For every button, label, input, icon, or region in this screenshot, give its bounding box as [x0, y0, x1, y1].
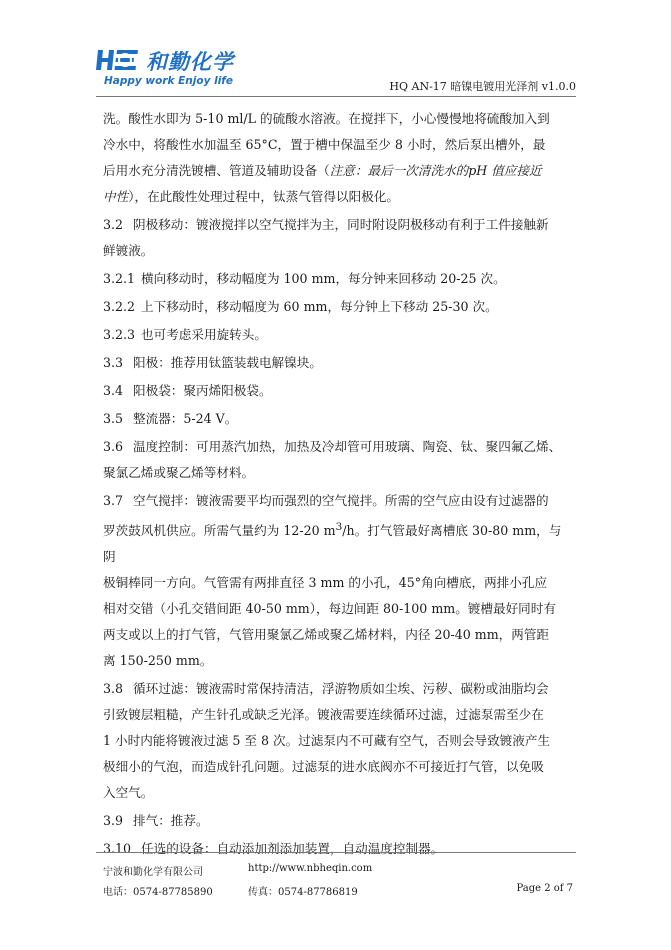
section-text: 空气搅拌：镀液需要平均而强烈的空气搅拌。所需的空气应由设有过滤器的	[133, 493, 549, 508]
section-3-9	[103, 808, 573, 834]
section-number: 3.2.1	[103, 271, 136, 286]
section-text: 也可考虑采用旋转头。	[141, 327, 267, 342]
paragraph-text: /h。打气管最好离槽底 30-80 mm，与阴	[103, 523, 562, 565]
section-text: 阴极移动：镀液搅拌以空气搅拌为主，同时附设阴极移动有利于工件接触新	[133, 217, 549, 232]
section-3-7	[103, 488, 573, 514]
body-content	[103, 106, 573, 862]
paragraph-text: 罗茨鼓风机供应。所需气量约为 12-20 m	[103, 523, 336, 539]
section-3-10	[103, 836, 573, 862]
paragraph-line: 离 150-250 mm。	[103, 653, 213, 669]
footer-divider	[96, 852, 576, 853]
section-number: 3.2	[103, 217, 124, 232]
section-3-5	[103, 406, 573, 432]
paragraph-line: 冷水中，将酸性水加温至 65°C，置于槽中保温至少 8 小时，然后泵出槽外，最	[103, 137, 546, 152]
company-name: 宁波和勤化学有限公司	[103, 867, 203, 878]
section-3-3	[103, 350, 573, 376]
page-number: Page 2 of 7	[516, 883, 573, 894]
section-number: 3.10	[103, 841, 132, 857]
section-3-2-3	[103, 322, 573, 348]
section-text: 整流器：5-24 V。	[133, 411, 238, 426]
section-text: 温度控制：可用蒸汽加热，加热及冷却管可用玻璃、陶瓷、钛、聚四氟乙烯、	[133, 439, 562, 454]
fax-number: 传真：0574-87786819	[248, 887, 358, 898]
page-footer	[103, 863, 573, 903]
section-number: 3.6	[103, 439, 124, 454]
section-number: 3.5	[103, 411, 124, 426]
paragraph-line: 极铜棒同一方向。气管需有两排直径 3 mm 的小孔，45°角向槽底，两排小孔应	[103, 575, 548, 591]
logo-slogan: Happy work Enjoy life	[104, 75, 233, 87]
section-3-6	[103, 434, 573, 460]
paragraph-text: 后用水充分清洗镀槽、管道及辅助设备（	[103, 163, 330, 178]
paragraph-line: 1 小时内能将镀液过滤 5 至 8 次。过滤泵内不可藏有空气，否则会导致镀液产生	[103, 733, 551, 749]
document-title: HQ AN-17 暗镍电镀用光泽剂 v1.0.0	[389, 80, 576, 93]
section-number: 3.3	[103, 355, 124, 370]
section-number: 3.9	[103, 813, 124, 829]
section-text: 阳极：推荐用钛篮装载电解镍块。	[133, 355, 322, 370]
note-text: 中性	[103, 189, 129, 204]
header-divider	[96, 96, 576, 97]
section-3-8	[103, 676, 573, 702]
section-3-2	[103, 212, 573, 238]
paragraph-line	[103, 514, 573, 570]
paragraph-line: 两支或以上的打气管，气管用聚氯乙烯或聚乙烯材料，内径 20-40 mm，两管距	[103, 627, 550, 643]
paragraph-text: ），在此酸性处理过程中，钛蒸气管得以阳极化。	[128, 189, 399, 204]
section-text: 阳极袋：聚丙烯阳极袋。	[133, 383, 272, 398]
section-number: 3.2.2	[103, 299, 136, 314]
paragraph-line: 聚氯乙烯或聚乙烯等材料。	[103, 465, 255, 480]
superscript: 3	[335, 521, 343, 533]
phone-number: 电话：0574-87785890	[103, 887, 213, 898]
logo-chinese-text: 和勤化学	[146, 50, 234, 74]
section-3-4	[103, 378, 573, 404]
footer-row	[103, 883, 573, 903]
section-number: 3.7	[103, 493, 124, 508]
section-number: 3.8	[103, 681, 124, 697]
section-text: 横向移动时，移动幅度为 100 mm，每分钟来回移动 20-25 次。	[141, 271, 506, 286]
section-number: 3.2.3	[103, 327, 136, 342]
hqe-logo-icon	[96, 48, 140, 72]
paragraph-line	[103, 158, 573, 184]
paragraph-line: 洗。酸性水即为 5-10 ml/L 的硫酸水溶液。在搅拌下，小心慢慢地将硫酸加入到	[103, 111, 550, 126]
website-link[interactable]: http://www.nbheqin.com	[248, 863, 373, 874]
paragraph-line: 相对交错（小孔交错间距 40-50 mm），每边间距 80-100 mm。镀槽最好同时有	[103, 601, 556, 617]
section-text: 上下移动时，移动幅度为 60 mm，每分钟上下移动 25-30 次。	[141, 299, 498, 314]
paragraph-line: 引致镀层粗糙，产生针孔或缺乏光泽。镀液需要连续循环过滤，过滤泵需至少在	[103, 707, 544, 723]
paragraph-line: 鲜镀液。	[103, 243, 154, 258]
section-number: 3.4	[103, 383, 124, 398]
footer-row	[103, 863, 573, 883]
paragraph-line	[103, 184, 573, 210]
section-3-2-2	[103, 294, 573, 320]
paragraph-line: 极细小的气泡，而造成针孔问题。过滤泵的进水底阀亦不可接近打气管，以免吸	[103, 759, 544, 775]
paragraph-line: 入空气。	[103, 785, 154, 801]
section-text: 排气：推荐。	[133, 813, 209, 829]
section-text: 任选的设备：自动添加剂添加装置，自动温度控制器。	[141, 841, 444, 857]
section-3-2-1	[103, 266, 573, 292]
company-logo	[96, 46, 286, 94]
section-text: 循环过滤：镀液需时常保持清洁，浮游物质如尘埃、污秽、碳粉或油脂均会	[133, 681, 549, 697]
note-text: 注意：最后一次清洗水的pH 值应接近	[329, 163, 542, 178]
